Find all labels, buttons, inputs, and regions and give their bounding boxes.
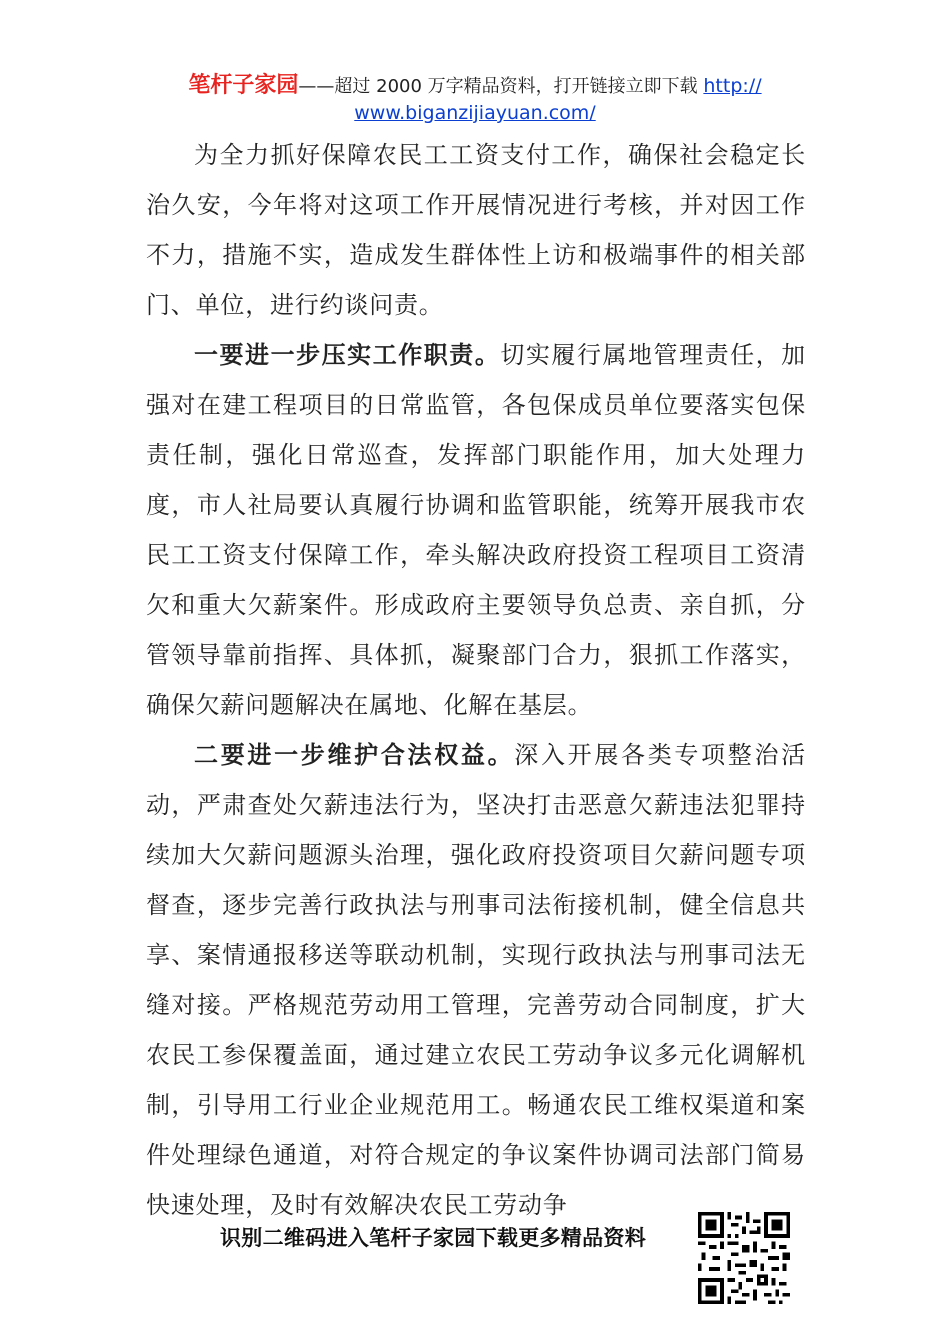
brand-name: 笔杆子家园 xyxy=(188,73,299,98)
promo-header xyxy=(0,72,950,127)
paragraph-two xyxy=(146,730,806,1230)
download-link-part2[interactable]: www.biganzijiayuan.com/ xyxy=(354,102,596,124)
qr-code-icon[interactable] xyxy=(698,1212,790,1304)
paragraph-one-text: 切实履行属地管理责任，加强对在建工程项目的日常监管，各包保成员单位要落实包保责任制，强化日常巡查，发挥部门职能作用，加大处理力度，市人社局要认真履行协调和监管职能，统筹开展我市农民工工资支付保障工作，牵头解决政府投资工程项目工资清欠和重大欠薪案件。形成政府主要领导负总责、亲自抓，分管领导靠前指挥、具体抓，凝聚部门合力，狠抓工作落实，确保欠薪问题解决在属地、化解在基层。 xyxy=(146,341,806,719)
paragraph-intro xyxy=(146,130,806,330)
paragraph-two-text: 深入开展各类专项整治活动，严肃查处欠薪违法行为，坚决打击恶意欠薪违法犯罪持续加大欠薪问题源头治理，强化政府投资项目欠薪问题专项督查，逐步完善行政执法与刑事司法衔接机制，健全信息共享、案情通报移送等联动机制，实现行政执法与刑事司法无缝对接。严格规范劳动用工管理，完善劳动合同制度，扩大农民工参保覆盖面，通过建立农民工劳动争议多元化调解机制，引导用工行业企业规范用工。畅通农民工维权渠道和案件处理绿色通道，对符合规定的争议案件协调司法部门简易快速处理，及时有效解决农民工劳动争 xyxy=(146,741,806,1219)
paragraph-two-heading: 二要进一步维护合法权益。 xyxy=(194,740,515,769)
paragraph-one-heading: 一要进一步压实工作职责。 xyxy=(194,340,501,369)
document-body xyxy=(146,130,806,1230)
paragraph-one xyxy=(146,330,806,730)
footer-caption: 识别二维码进入笔杆子家园下载更多精品资料 xyxy=(220,1226,646,1250)
promo-text: ——超过 2000 万字精品资料，打开链接立即下载 xyxy=(298,76,704,97)
paragraph-intro-text: 为全力抓好保障农民工工资支付工作，确保社会稳定长治久安，今年将对这项工作开展情况进行考核，并对因工作不力，措施不实，造成发生群体性上访和极端事件的相关部门、单位，进行约谈问责。 xyxy=(146,141,806,319)
download-link-part1[interactable]: http:// xyxy=(703,75,762,97)
